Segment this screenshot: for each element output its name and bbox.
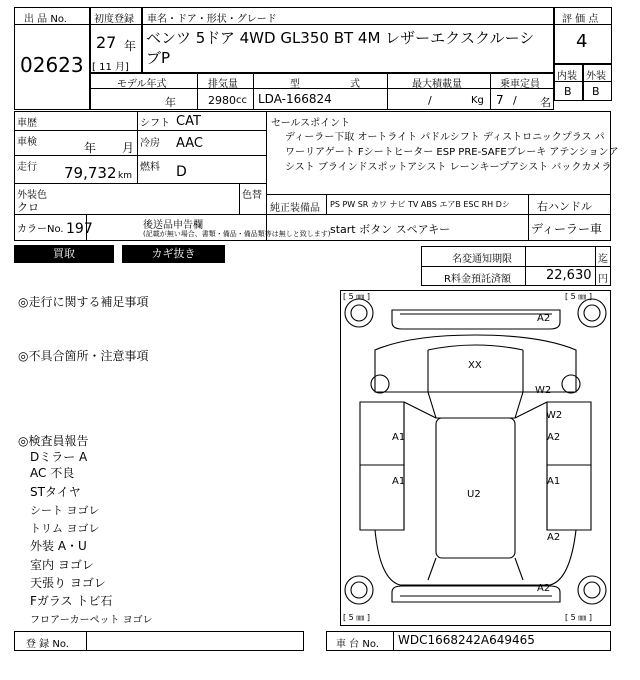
equipment: PS PW SR カワ ナビ TV ABS エアB ESC RH Dシ <box>330 200 510 209</box>
history-label: 車歴 <box>17 118 37 129</box>
fuel: D <box>176 164 187 180</box>
registration-month: [ 11 月] <box>92 62 129 73</box>
max-load-kg: Kg <box>471 95 484 106</box>
car-outline-diagram <box>340 290 611 626</box>
damage-mark: A2 <box>537 583 551 594</box>
color-no: 197 <box>66 221 93 237</box>
inspector-item: STタイヤ <box>30 485 81 499</box>
vehicle-type: LDA-166824 <box>258 92 332 106</box>
inspector-item: フロアーカーペット ヨゴレ <box>30 615 153 626</box>
exterior-label: 外装 <box>586 71 606 82</box>
purchase-tag: 買取 <box>14 245 114 263</box>
registration-no-label: 登 録 No. <box>26 639 69 650</box>
lot-number-label: 出 品 No. <box>24 14 67 25</box>
mileage-unit: km <box>118 171 132 181</box>
shaken-label: 車検 <box>17 137 37 148</box>
damage-mark: W2 <box>546 410 563 421</box>
inspector-item: 天張り ヨゴレ <box>30 576 106 590</box>
aftermarket-note: (記載が無い場合、書類・備品・備品類等は無しと致します) <box>143 230 331 238</box>
interior-grade: B <box>564 85 572 98</box>
color-no-label: カラーNo. <box>17 224 64 235</box>
recycle-value: 22,630 <box>546 268 592 283</box>
shift: CAT <box>176 114 201 129</box>
lot-number: 02623 <box>20 53 84 77</box>
handle-position: 右ハンドル <box>537 200 592 213</box>
capacity-label: 乗車定員 <box>500 79 540 90</box>
defects-title: ◎不具合箇所・注意事項 <box>18 349 149 363</box>
displacement: 2980 <box>208 94 236 107</box>
max-load-slash: / <box>428 94 432 107</box>
name-change-unit: 迄 <box>598 254 608 265</box>
equipment-label: 純正装備品 <box>270 203 320 214</box>
displacement-label: 排気量 <box>208 79 238 90</box>
inspector-title: ◎検査員報告 <box>18 434 89 448</box>
damage-mark: A2 <box>537 313 551 324</box>
mileage-label: 走行 <box>17 162 37 173</box>
tire-depth-front-left: [ 5 ㎜ ] <box>343 292 370 301</box>
shift-label: シフト <box>140 118 170 129</box>
damage-mark: A1 <box>392 476 406 487</box>
inspector-item: Fガラス トビ石 <box>30 594 113 608</box>
chassis-no: WDC1668242A649465 <box>398 633 535 647</box>
color-label: 外装色 <box>17 190 47 201</box>
car-name-label: 車名・ドア・形状・グレード <box>147 14 277 25</box>
inspector-item: シート ヨゴレ <box>30 504 100 517</box>
type-label-2: 式 <box>350 79 360 90</box>
capacity: 7 <box>496 93 504 107</box>
shaken-month: 月 <box>122 141 135 155</box>
capacity-slash: / <box>513 94 517 107</box>
inspector-item: Dミラー A <box>30 450 88 464</box>
damage-mark: W2 <box>535 385 552 396</box>
mileage: 79,732 <box>64 164 117 182</box>
sales-point-line-3: シスト ブラインドスポットアシスト レーンキープアシスト バックカメラ <box>285 162 612 173</box>
running-notes-title: ◎走行に関する補足事項 <box>18 295 149 309</box>
registration-year-unit: 年 <box>124 39 137 53</box>
damage-mark: A1 <box>392 432 406 443</box>
inspector-item: 室内 ヨゴレ <box>30 558 94 572</box>
fuel-label: 燃料 <box>140 162 160 173</box>
dealer-car: ディーラー車 <box>531 222 603 236</box>
tire-depth-rear-left: [ 5 ㎜ ] <box>343 613 370 622</box>
damage-mark: XX <box>468 360 482 371</box>
interior-label: 内装 <box>557 71 577 82</box>
exterior-grade: B <box>592 85 600 98</box>
score: 4 <box>576 31 588 52</box>
tire-depth-front-right: [ 5 ㎜ ] <box>565 292 592 301</box>
damage-mark: A2 <box>547 532 561 543</box>
sales-point-line-2: ワーリアゲート Fシートヒーター ESP PRE-SAFEブレーキ アテンションア <box>285 147 619 158</box>
damage-mark: A2 <box>547 432 561 443</box>
score-label: 評 価 点 <box>562 14 599 25</box>
ac-label: 冷房 <box>140 138 160 149</box>
chassis-no-label: 車 台 No. <box>336 639 379 650</box>
color: クロ <box>17 201 39 214</box>
capacity-unit: 名 <box>540 96 551 109</box>
model-year-unit: 年 <box>165 96 176 109</box>
model-year-label: モデル年式 <box>117 79 167 90</box>
name-change-label: 名変通知期限 <box>452 254 512 265</box>
shaken-year: 年 <box>84 141 97 155</box>
recycle-label: R料金預託済額 <box>444 274 511 285</box>
inspector-item: AC 不良 <box>30 466 75 480</box>
damage-mark: A1 <box>547 476 561 487</box>
aftermarket-label: 後送品申告欄 <box>143 220 203 231</box>
first-registration-label: 初度登録 <box>94 14 134 25</box>
inspector-item: 外装 A・U <box>30 539 87 553</box>
registration-year: 27 <box>96 33 117 52</box>
recycle-unit: 円 <box>598 274 608 285</box>
type-label: 型 <box>290 79 300 90</box>
inspector-item: トリム ヨゴレ <box>30 522 100 535</box>
max-load-label: 最大積載量 <box>412 79 462 90</box>
damage-mark: U2 <box>467 489 481 500</box>
ac: AAC <box>176 136 203 151</box>
color-change-label: 色替 <box>242 190 262 201</box>
car-name: ベンツ 5ドア 4WD GL350 BT 4M レザーエクスクルーシブP <box>146 29 535 67</box>
key-holes-tag: カギ抜き <box>122 245 225 263</box>
displacement-unit: cc <box>236 95 247 106</box>
sales-point-line-1: ディーラー下取 オートライト パドルシフト ディストロニックプラス パ <box>285 132 605 143</box>
aftermarket-items: start ボタン スペアキー <box>330 223 451 236</box>
sales-point-label: セールスポイント <box>271 118 351 129</box>
tire-depth-rear-right: [ 5 ㎜ ] <box>565 613 592 622</box>
